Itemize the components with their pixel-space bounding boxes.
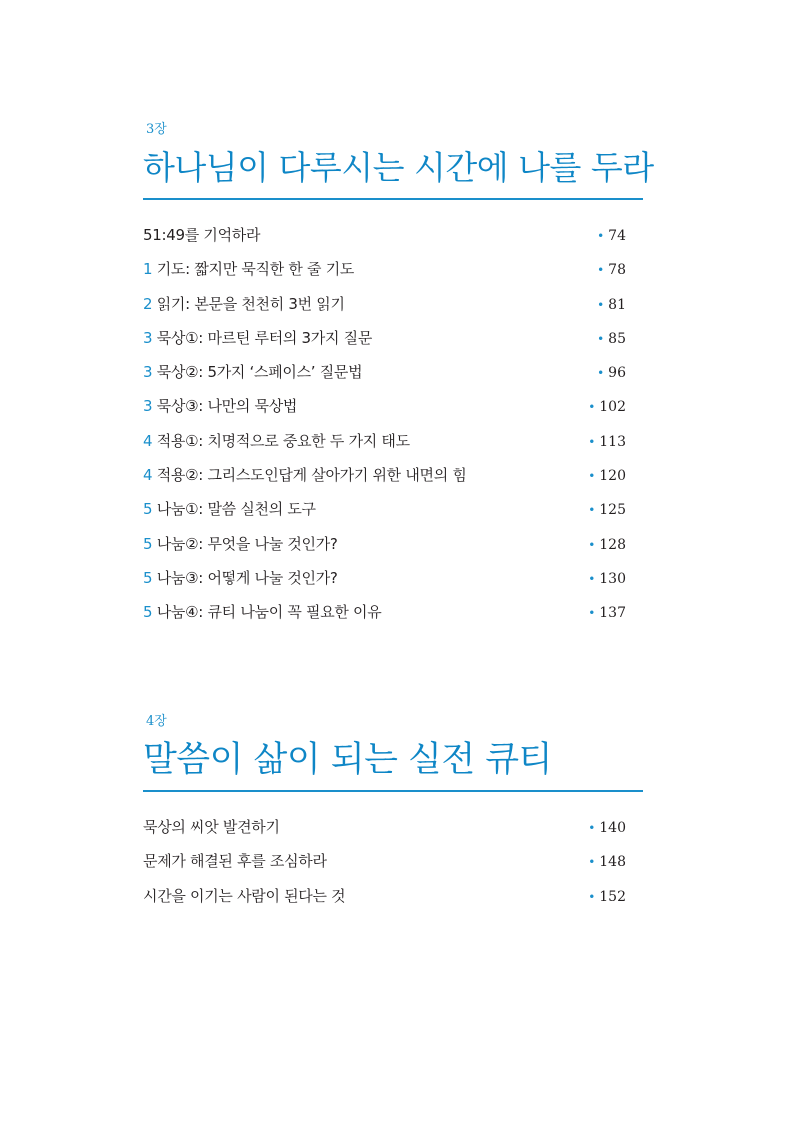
page-number — [588, 390, 626, 424]
page-value: 148 — [599, 854, 626, 871]
chapter-title: 말씀이 삶이 되는 실전 큐티 — [143, 740, 552, 780]
page-number — [597, 288, 626, 322]
toc-entry-title — [143, 389, 297, 423]
toc-entry[interactable] — [143, 844, 626, 878]
toc-entry-title — [143, 527, 338, 561]
page-number — [588, 425, 626, 459]
section-number: 4 — [143, 466, 153, 485]
toc-entry-title — [143, 561, 338, 595]
page-value: 137 — [599, 605, 626, 622]
toc-list — [143, 218, 626, 630]
toc-entry[interactable] — [143, 879, 626, 913]
toc-entry-title — [143, 252, 354, 286]
bullet-icon: • — [588, 469, 596, 484]
entry-text: 묵상의 씨앗 발견하기 — [143, 818, 280, 836]
page-value: 74 — [608, 228, 626, 244]
section-number: 3 — [143, 363, 153, 382]
toc-entry[interactable] — [143, 355, 626, 389]
section-number: 1 — [143, 260, 153, 279]
page-number — [588, 562, 626, 596]
toc-entry-title — [143, 810, 280, 844]
entry-text: 나눔③: 어떻게 나눌 것인가? — [152, 568, 338, 587]
toc-entry[interactable] — [143, 492, 626, 526]
toc-entry-title — [143, 287, 345, 321]
toc-entry[interactable] — [143, 389, 626, 423]
section-number: 5 — [143, 603, 153, 622]
page-number — [588, 845, 626, 879]
toc-entry[interactable] — [143, 561, 626, 595]
entry-text: 읽기: 본문을 천천히 3번 읽기 — [152, 294, 345, 313]
page-value: 96 — [608, 365, 626, 382]
toc-entry[interactable] — [143, 218, 626, 252]
toc-entry-title — [143, 355, 362, 389]
bullet-icon: • — [597, 229, 605, 243]
entry-text: 적용②: 그리스도인답게 살아가기 위한 내면의 힘 — [152, 466, 467, 485]
page-value: 128 — [599, 536, 626, 553]
toc-list — [143, 810, 626, 913]
page-value: 120 — [599, 468, 626, 485]
page-number — [597, 322, 626, 356]
page-value: 140 — [599, 820, 626, 836]
toc-entry-title — [143, 424, 410, 458]
entry-text: 묵상③: 나만의 묵상법 — [152, 397, 298, 416]
toc-entry[interactable] — [143, 810, 626, 844]
bullet-icon: • — [597, 263, 605, 278]
bullet-icon: • — [588, 503, 596, 518]
title-rule — [143, 790, 643, 792]
page-value: 152 — [599, 888, 626, 905]
bullet-icon: • — [588, 606, 596, 621]
page-value: 130 — [599, 570, 626, 587]
page-number — [597, 219, 626, 253]
toc-entry-title — [143, 595, 381, 629]
bullet-icon: • — [588, 571, 596, 586]
bullet-icon: • — [597, 297, 605, 312]
section-number: 4 — [143, 431, 153, 450]
section-number: 5 — [143, 534, 153, 553]
toc-entry[interactable] — [143, 424, 626, 458]
entry-text: 기도: 짧지만 묵직한 한 줄 기도 — [152, 260, 355, 279]
entry-text: 나눔④: 큐티 나눔이 꼭 필요한 이유 — [152, 603, 382, 622]
toc-entry[interactable] — [143, 595, 626, 629]
toc-entry-title — [143, 492, 316, 526]
page-number — [588, 596, 626, 630]
page-number — [588, 880, 626, 914]
bullet-icon: • — [588, 821, 596, 835]
bullet-icon: • — [597, 366, 605, 381]
section-number: 5 — [143, 568, 153, 587]
page-value: 102 — [599, 399, 626, 416]
toc-entry[interactable] — [143, 287, 626, 321]
toc-entry[interactable] — [143, 527, 626, 561]
section-number: 3 — [143, 397, 153, 416]
chapter-3 — [143, 120, 654, 630]
chapter-label: 3장 — [146, 122, 167, 137]
bullet-icon: • — [588, 889, 596, 904]
entry-text: 묵상②: 5가지 ‘스페이스’ 질문법 — [152, 363, 363, 382]
page-value: 81 — [608, 296, 626, 313]
bullet-icon: • — [588, 537, 596, 552]
entry-text: 묵상①: 마르틴 루터의 3가지 질문 — [152, 328, 373, 347]
page-number — [588, 528, 626, 562]
page-number — [597, 356, 626, 390]
page-number — [588, 811, 626, 845]
bullet-icon: • — [588, 855, 596, 870]
toc-entry[interactable] — [143, 252, 626, 286]
page-value: 85 — [608, 330, 626, 347]
page-value: 113 — [599, 433, 626, 450]
toc-entry-title — [143, 844, 327, 878]
entry-text: 나눔②: 무엇을 나눌 것인가? — [152, 534, 338, 553]
entry-text: 적용①: 치명적으로 중요한 두 가지 태도 — [152, 431, 410, 450]
toc-entry-title — [143, 458, 467, 492]
section-number: 5 — [143, 500, 153, 519]
bullet-icon: • — [588, 400, 596, 415]
page-number — [588, 493, 626, 527]
page-value: 78 — [608, 262, 626, 279]
chapter-4 — [143, 712, 626, 913]
page-number — [588, 459, 626, 493]
entry-text: 문제가 해결된 후를 조심하라 — [143, 852, 327, 871]
bullet-icon: • — [597, 331, 605, 346]
chapter-label: 4장 — [146, 714, 167, 729]
chapter-title: 하나님이 다루시는 시간에 나를 두라 — [143, 148, 654, 187]
toc-entry[interactable] — [143, 458, 626, 492]
entry-text: 시간을 이기는 사람이 된다는 것 — [143, 886, 346, 905]
toc-entry[interactable] — [143, 321, 626, 355]
bullet-icon: • — [588, 434, 596, 449]
entry-text: 51:49를 기억하라 — [143, 226, 261, 244]
toc-entry-title — [143, 879, 345, 913]
entry-text: 나눔①: 말씀 실천의 도구 — [152, 500, 316, 519]
section-number: 2 — [143, 294, 153, 313]
section-number: 3 — [143, 328, 153, 347]
page-value: 125 — [599, 502, 626, 519]
toc-entry-title — [143, 218, 260, 252]
title-rule — [143, 198, 643, 200]
toc-entry-title — [143, 321, 372, 355]
page-number — [597, 253, 626, 287]
